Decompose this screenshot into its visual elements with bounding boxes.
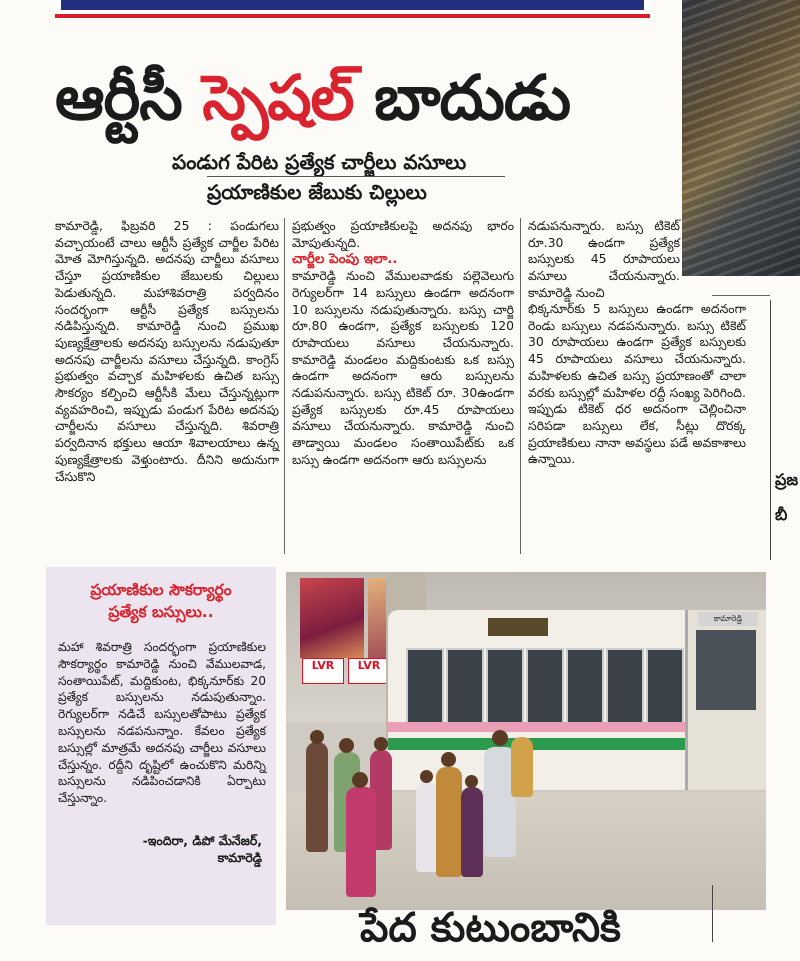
top-banner-band — [55, 0, 650, 18]
quote-box-signature — [143, 832, 262, 866]
poster-1 — [300, 578, 364, 658]
adjacent-article-clip — [770, 300, 800, 560]
adjacent-text-2: బీ — [775, 505, 788, 524]
column-3-bottom-text: భిక్కనూర్‌కు 5 బస్సులు ఉండగా అదనంగా రెండు బస్సులు నడపనున్నారు. బస్సు టికెట్ 30 రూపాయలు ఉండగా ప్రత్యేక బస్సులకు 45 రూపాయలు వసూలు చేయనున్నారు. మహిళలకు ఉచిత బస్సు ప్రయాణంతో చాలా వరకు బస్సుల్లో మహిళల రద్దీ సంఖ్య పెరిగింది. ఇప్పుడు టికెట్ ధర అదనంగా చెల్లించినా సరిపడా బస్సులు లేక, సీట్లు దొరక్క ప్రయాణికులు నానా అవస్థలు పడే అవకాశాలు ఉన్నాయి. — [528, 301, 746, 467]
bus-stand-photo — [286, 572, 766, 910]
column-2-intro: ప్రభుత్వం ప్రయాణికులపై అదనపు భారం మోపుతున్నది. — [292, 218, 514, 250]
column-3-top-text: నడుపనున్నారు. బస్సు టికెట్ రూ.30 ఉండగా ప్రత్యేక బస్సులకు 45 రూపాయలు వసూలు చేయనున్నారు. కామారెడ్డి నుంచి — [528, 218, 680, 300]
headline-part-2: స్పెషల్ — [202, 61, 354, 134]
quote-box-title-line-2: ప్రత్యేక బస్సులు.. — [108, 603, 214, 621]
column-3-rule — [712, 295, 770, 296]
signature-place: కామారెడ్డి — [217, 850, 262, 865]
quote-box-title — [46, 579, 276, 623]
adjacent-text-1: ప్రజ — [775, 470, 799, 489]
column-divider-2 — [520, 218, 521, 554]
signature-name: -ఇందిరా, డిపో మేనేజర్, — [142, 833, 262, 848]
column-2-body: కామారెడ్డి నుంచి వేములవాడకు పల్లెవెలుగు రెగ్యులర్‌గా 14 బస్సులు ఉండగా అదనంగా 10 బస్సులను నడుపుతున్నారు. బస్సు చార్జి రూ.80 ఉండగా, ప్రత్యేక బస్సులకు 120 రూపాయలు వసూలు చేయనున్నారు. కామారెడ్డి మండలం మద్దికుంటకు ఒక బస్సు ఉండగా అదనంగా ఆరు బస్సులను నడుపనున్నారు. బస్సు టికెట్ రూ. 30ఉండగా ప్రత్యేక బస్సులకు రూ.45 రూపాయలు వసూలు చేయనున్నారు. కామారెడ్డి నుంచి తాడ్వాయి మండలం సంతాయిపేట్‌కు ఒక బస్సు ఉండగా అదనంగా ఆరు బస్సులను — [292, 268, 514, 467]
bus-destination-board: కామారెడ్డి — [698, 612, 758, 626]
quote-box — [46, 567, 276, 925]
quote-box-title-line-1: ప్రయాణికుల సౌకర్యార్థం — [90, 581, 232, 599]
column-3-top — [528, 218, 680, 302]
headline-part-3: బాదుడు — [353, 61, 571, 134]
next-article-headline: పేద కుటుంబానికి — [360, 905, 621, 951]
bottom-column-rule — [712, 885, 713, 942]
shop-sign-2: LVR — [348, 658, 390, 684]
column-3-bottom — [528, 301, 746, 468]
subhead-line-1: పండుగ పేరిట ప్రత్యేక చార్జీలు వసూలు — [172, 150, 467, 174]
bus-route-board — [488, 618, 548, 636]
column-2-subheading: చార్జీల పెంపు ఇలా.. — [292, 251, 398, 268]
quote-box-body: మహా శివరాత్రి సందర్భంగా ప్రయాణికుల సౌకర్యార్థం కామారెడ్డి నుంచి వేములవాడ, సంతాయిపేట్, మద్దికుంట, భిక్కనూర్‌కు 20 ప్రత్యేక బస్సులను నడుపుతున్నాం. రెగ్యులర్‌గా నడిచే బస్సులతోపాటు ప్రత్యేక బస్సులను నడపనున్నాం. కేవలం ప్రత్యేక బస్సుల్లో మాత్రమే అదనపు చార్జీలు వసూలు చేస్తున్నం. రద్దీని దృష్టిలో ఉంచుకొని మరిన్ని బస్సులను నడిపించడానికి ఏర్పాటు చేస్తున్నాం. — [58, 640, 266, 806]
headline-part-1: ఆర్టీసీ — [55, 61, 203, 134]
column-divider-1 — [284, 218, 285, 554]
column-2 — [292, 218, 514, 469]
column-1-text: కామారెడ్డి, ఫిబ్రవరి 25 : పండుగలు వచ్చాయంటే చాలు ఆర్టీసీ ప్రత్యేక చార్జీల పేరిట మోత మోగిస్తున్నది. అదనపు చార్జీలు వసూలు చేస్తూ ప్రయాణికుల జేబులకు చిల్లులు పెడుతున్నది. మహాశివరాత్రి పర్వదినం సందర్భంగా ఆర్టీసీ ప్రత్యేక బస్సులను నడిపిస్తున్నది. కామారెడ్డి నుంచి ప్రముఖ పుణ్యక్షేత్రాలకు అదనపు బస్సులను నడుపుతూ అదనపు చార్జీలను వసూలు చేస్తున్నది. కాంగ్రెస్ ప్రభుత్వం వచ్చాక మహిళలకు ఉచిత బస్సు సౌకర్యం కల్పించి ఆర్టీసీకి మేలు చేస్తున్నట్లుగా వ్యవహరించి, ఇప్పుడు పండుగ పేరిట అదనపు చార్జీలను వసూలు చేస్తున్నది. శివరాత్రి పర్వదినాన భక్తులు ఆయా శివాలయాలు ఉన్న పుణ్యక్షేత్రాలకు వెళ్తుంటారు. దీనిని అదునుగా చేసుకొని — [55, 218, 279, 484]
subhead-divider — [207, 176, 505, 177]
top-right-photo — [682, 0, 800, 276]
column-1 — [55, 218, 279, 485]
shop-sign-1: LVR — [302, 658, 344, 684]
subhead-line-2: ప్రయాణికుల జేబుకు చిల్లులు — [207, 180, 427, 204]
headline — [55, 58, 675, 138]
